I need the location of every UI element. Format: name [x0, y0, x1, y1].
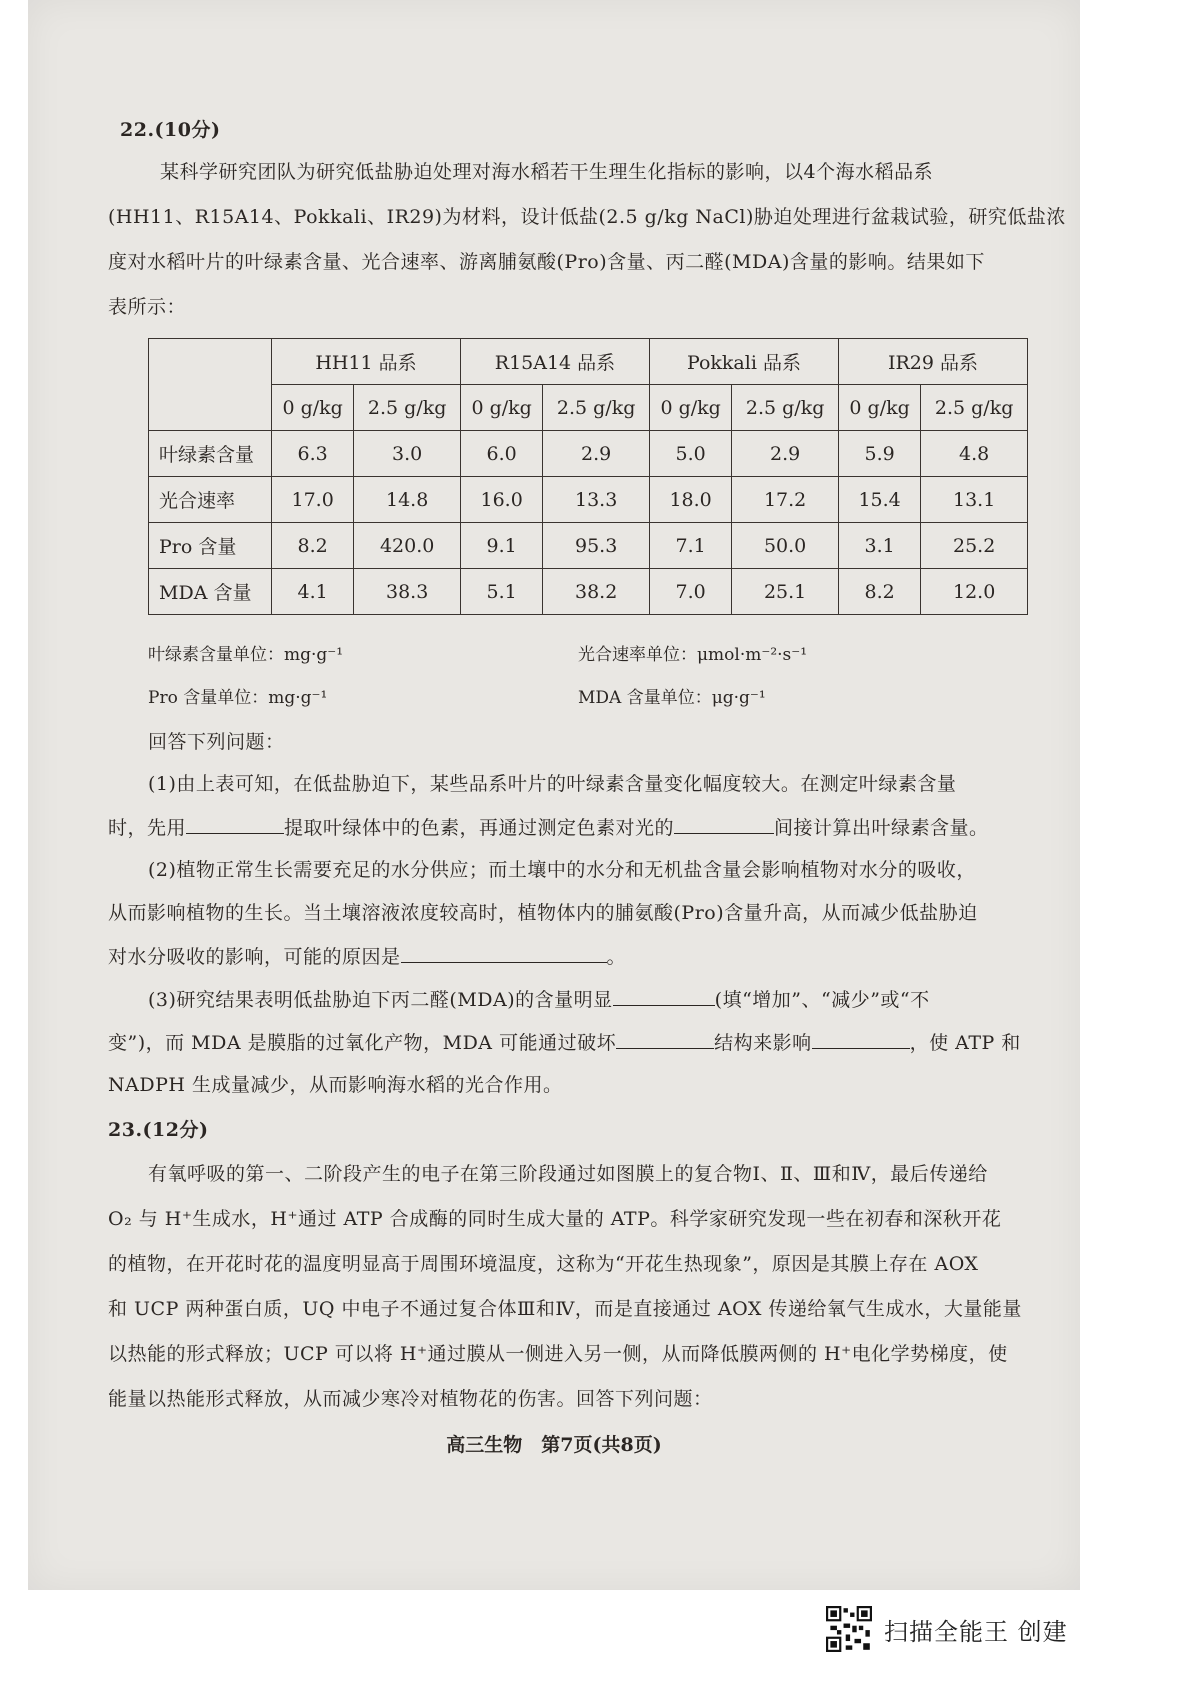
table-row-label: Pro 含量 [149, 523, 272, 569]
scanner-watermark [826, 1607, 1068, 1651]
table-cell: 4.1 [272, 569, 354, 615]
table-subheader: 0 g/kg [272, 385, 354, 431]
q22-intro-line1: 某科学研究团队为研究低盐胁迫处理对海水稻若干生理生化指标的影响，以4个海水稻品系 [160, 161, 934, 183]
s1-line2-part-c: 间接计算出叶绿素含量。 [774, 817, 989, 839]
answer-blank[interactable] [186, 815, 284, 834]
s3-line1 [148, 987, 930, 1012]
table-cell: 6.3 [272, 431, 354, 477]
table-cell: 15.4 [838, 477, 920, 523]
s1-line2-part-b: 提取叶绿体中的色素，再通过测定色素对光的 [284, 817, 675, 839]
table-cell: 95.3 [543, 523, 650, 569]
table-cell: 38.3 [354, 569, 461, 615]
s3-line1-part-a: (3)研究结果表明低盐胁迫下丙二醛(MDA)的含量明显 [148, 989, 613, 1011]
table-cell: 17.0 [272, 477, 354, 523]
table-cell: 8.2 [838, 569, 920, 615]
unit-mda: MDA 含量单位：μg·g⁻¹ [578, 688, 766, 708]
table-cell: 6.0 [460, 431, 542, 477]
table-cell: 18.0 [649, 477, 731, 523]
s2-line3-part-b: 。 [606, 946, 627, 968]
table-cell: 420.0 [354, 523, 461, 569]
table-cell: 3.0 [354, 431, 461, 477]
table-cell: 9.1 [460, 523, 542, 569]
unit-pro: Pro 含量单位：mg·g⁻¹ [148, 688, 328, 708]
table-cell: 7.1 [649, 523, 731, 569]
table-group-header-row [149, 339, 1028, 385]
q23-line6: 能量以热能形式释放，从而减少寒冷对植物花的伤害。回答下列问题： [108, 1388, 713, 1410]
table-cell: 4.8 [921, 431, 1028, 477]
table-cell: 17.2 [732, 477, 839, 523]
s2-line3 [108, 944, 626, 969]
table-cell: 13.1 [921, 477, 1028, 523]
s3-line2-part-c: ，使 ATP 和 [909, 1032, 1021, 1054]
s3-line2-part-b: 结构来影响 [714, 1032, 812, 1054]
table-subheader: 2.5 g/kg [732, 385, 839, 431]
table-row-label: 叶绿素含量 [149, 431, 272, 477]
answer-prompt: 回答下列问题： [148, 731, 285, 753]
answer-blank[interactable] [613, 987, 715, 1006]
q23-line1: 有氧呼吸的第一、二阶段产生的电子在第三阶段通过如图膜上的复合物Ⅰ、Ⅱ、Ⅲ和Ⅳ，最后传递给 [148, 1163, 988, 1185]
q23-header: 23.(12分) [108, 1119, 209, 1141]
table-row [149, 569, 1028, 615]
table-corner-cell [149, 339, 272, 431]
table-row [149, 523, 1028, 569]
qr-code-icon [826, 1606, 872, 1652]
unit-chlorophyll: 叶绿素含量单位：mg·g⁻¹ [148, 645, 344, 665]
table-cell: 12.0 [921, 569, 1028, 615]
table-subheader: 2.5 g/kg [354, 385, 461, 431]
table-group-header: HH11 品系 [272, 339, 461, 385]
table-group-header: Pokkali 品系 [649, 339, 838, 385]
table-group-header: R15A14 品系 [460, 339, 649, 385]
answer-blank[interactable] [674, 815, 774, 834]
table-cell: 16.0 [460, 477, 542, 523]
q23-line4: 和 UCP 两种蛋白质，UQ 中电子不通过复合体Ⅲ和Ⅳ，而是直接通过 AOX 传递给氧气生成水，大量能量 [108, 1298, 1022, 1320]
q23-line3: 的植物，在开花时花的温度明显高于周围环境温度，这称为“开花生热现象”，原因是其膜上存在 AOX [108, 1253, 979, 1275]
table-cell: 3.1 [838, 523, 920, 569]
q22-intro-line2: (HH11、R15A14、Pokkali、IR29)为材料，设计低盐(2.5 g/kg NaCl)胁迫处理进行盆栽试验，研究低盐浓 [108, 206, 1066, 228]
table-row [149, 477, 1028, 523]
table-cell: 8.2 [272, 523, 354, 569]
table-subheader: 2.5 g/kg [921, 385, 1028, 431]
s2-line2: 从而影响植物的生长。当土壤溶液浓度较高时，植物体内的脯氨酸(Pro)含量升高，从而减少低盐胁迫 [108, 902, 978, 924]
table-subheader: 0 g/kg [649, 385, 731, 431]
table-cell: 38.2 [543, 569, 650, 615]
table-cell: 5.1 [460, 569, 542, 615]
q23-line2: O₂ 与 H⁺生成水，H⁺通过 ATP 合成酶的同时生成大量的 ATP。科学家研究发现一些在初春和深秋开花 [108, 1208, 1002, 1230]
unit-photosynthesis: 光合速率单位：μmol·m⁻²·s⁻¹ [578, 645, 808, 665]
table-cell: 13.3 [543, 477, 650, 523]
page-footer: 高三生物 第7页(共8页) [446, 1434, 662, 1456]
table-subheader: 0 g/kg [838, 385, 920, 431]
answer-blank[interactable] [401, 944, 607, 963]
table-cell: 2.9 [732, 431, 839, 477]
table-group-header: IR29 品系 [838, 339, 1027, 385]
s3-line2-part-a: 变”)，而 MDA 是膜脂的过氧化产物，MDA 可能通过破坏 [108, 1032, 617, 1054]
table-cell: 5.0 [649, 431, 731, 477]
s1-line2 [108, 815, 989, 840]
table-row-label: MDA 含量 [149, 569, 272, 615]
table-cell: 25.1 [732, 569, 839, 615]
results-table [148, 338, 1028, 615]
s3-line1-part-b: (填“增加”、“减少”或“不 [714, 989, 930, 1011]
q22-header: 22.(10分) [120, 119, 221, 141]
watermark-text: 扫描全能王 创建 [884, 1617, 1068, 1646]
scanned-page [28, 0, 1080, 1590]
table-cell: 7.0 [649, 569, 731, 615]
q22-intro-line3: 度对水稻叶片的叶绿素含量、光合速率、游离脯氨酸(Pro)含量、丙二醛(MDA)含量的影响。结果如下 [108, 251, 985, 273]
s3-line3: NADPH 生成量减少，从而影响海水稻的光合作用。 [108, 1074, 563, 1096]
s2-line1: (2)植物正常生长需要充足的水分供应；而土壤中的水分和无机盐含量会影响植物对水分的吸收， [148, 859, 976, 881]
table-cell: 5.9 [838, 431, 920, 477]
s3-line2 [108, 1030, 1021, 1055]
answer-blank[interactable] [812, 1030, 910, 1049]
answer-blank[interactable] [616, 1030, 714, 1049]
s1-line1: (1)由上表可知，在低盐胁迫下，某些品系叶片的叶绿素含量变化幅度较大。在测定叶绿素含量 [148, 773, 957, 795]
table-cell: 25.2 [921, 523, 1028, 569]
s2-line3-part-a: 对水分吸收的影响，可能的原因是 [108, 946, 401, 968]
table-row [149, 431, 1028, 477]
table-subheader-row [149, 385, 1028, 431]
table-subheader: 0 g/kg [460, 385, 542, 431]
table-subheader: 2.5 g/kg [543, 385, 650, 431]
table-cell: 2.9 [543, 431, 650, 477]
table-cell: 14.8 [354, 477, 461, 523]
q23-line5: 以热能的形式释放；UCP 可以将 H⁺通过膜从一侧进入另一侧，从而降低膜两侧的 H⁺电化学势梯度，使 [108, 1343, 1008, 1365]
table-cell: 50.0 [732, 523, 839, 569]
q22-intro-line4: 表所示： [108, 296, 187, 318]
s1-line2-part-a: 时，先用 [108, 817, 187, 839]
table-row-label: 光合速率 [149, 477, 272, 523]
